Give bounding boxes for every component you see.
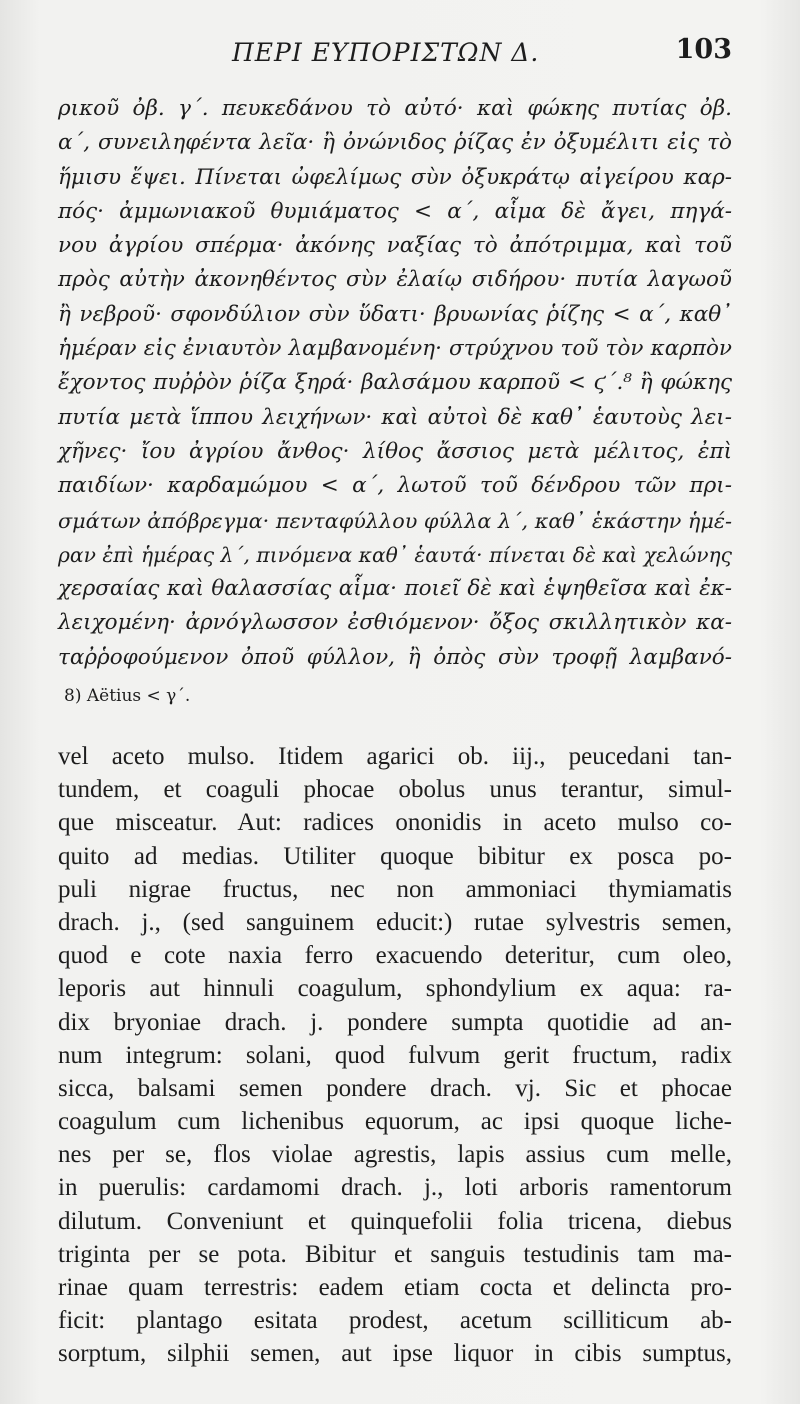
greek-line: ταῤῥοφούμενον ὀποῦ φύλλον, ἢ ὀπὸς σὺν τροφῇ λαμβανό- — [58, 644, 732, 670]
greek-line: νου ἀγρίου σπέρμα· ἀκόνης ναξίας τὸ ἀπότριμμα, καὶ τοῦ — [58, 233, 732, 259]
latin-line: leporis aut hinnuli coagulum, sphondylium ex aqua: ra- — [58, 975, 732, 1003]
greek-line: ἢ νεβροῦ· σφονδύλιον σὺν ὕδατι· βρυωνίας ῥίζης < α΄, καθ᾽ — [58, 301, 732, 327]
latin-line: dix bryoniae drach. j. pondere sumpta quotidie ad an- — [58, 1008, 732, 1036]
greek-line: σμάτων ἀπόβρεγμα· πενταφύλλου φύλλα λ΄, καθ᾽ ἑκάστην ἡμέ- — [58, 508, 732, 533]
latin-line: tundem, et coaguli phocae obolus unus terantur, simul- — [58, 776, 732, 804]
greek-line: πός· ἀμμωνιακοῦ θυμιάματος < α΄, αἷμα δὲ ἄγει, πηγά- — [58, 198, 732, 224]
latin-line: ficit: plantago esitata prodest, acetum scilliticum ab- — [58, 1307, 732, 1335]
latin-line: coagulum cum lichenibus equorum, ac ipsi quoque liche- — [58, 1108, 732, 1136]
greek-text-block — [58, 92, 732, 675]
latin-translation-block — [58, 740, 732, 1371]
page-number: 103 — [675, 34, 732, 65]
latin-line: num integrum: solani, quod fulvum gerit fructum, radix — [58, 1041, 732, 1069]
greek-line: ἔχοντος πυῤῥὸν ῥίζα ξηρά· βαλσάμου καρποῦ < ϛ΄.⁸ ἢ φώκης — [58, 370, 732, 396]
latin-line: drach. j., (sed sanguinem educit:) rutae sylvestris semen, — [58, 908, 732, 936]
greek-line: παιδίων· καρδαμώμου < α΄, λωτοῦ τοῦ δένδρου τῶν πρι- — [58, 473, 732, 499]
greek-line: α΄, συνειληφέντα λεῖα· ἢ ὀνώνιδος ῥίζας ἐν ὀξυμέλιτι εἰς τὸ — [58, 130, 732, 156]
latin-line: quito ad medias. Utiliter quoque bibitur ex posca po- — [58, 842, 732, 870]
latin-line: nes per se, flos violae agrestis, lapis assius cum melle, — [58, 1141, 732, 1169]
greek-line: ρικοῦ ὀβ. γ΄. πευκεδάνου τὸ αὐτό· καὶ φώκης πυτίας ὀβ. — [58, 96, 732, 121]
greek-line: χῆνες· ἴου ἀγρίου ἄνθος· λίθος ἄσσιος μετὰ μέλιτος, ἐπὶ — [58, 438, 732, 464]
latin-line: triginta per se pota. Bibitur et sanguis testudinis tam ma- — [58, 1240, 732, 1268]
greek-line: ἥμισυ ἕψει. Πίνεται ὠφελίμως σὺν ὀξυκράτῳ αἰγείρου καρ- — [58, 164, 732, 190]
greek-line: χερσαίας καὶ θαλασσίας αἷμα· ποιεῖ δὲ καὶ ἑψηθεῖσα καὶ ἐκ- — [58, 576, 732, 602]
greek-line: ἡμέραν εἰς ἐνιαυτὸν λαμβανομένη· στρύχνου τοῦ τὸν καρπὸν — [58, 336, 732, 362]
greek-line: πυτία μετὰ ἵππου λειχήνων· καὶ αὐτοὶ δὲ καθ᾽ ἑαυτοὺς λει- — [58, 404, 732, 430]
running-title: ΠΕΡΙ ΕΥΠΟΡΙΣΤΩΝ Δ. — [232, 38, 540, 67]
latin-line: vel aceto mulso. Itidem agarici ob. iij., peucedani tan- — [58, 743, 732, 770]
latin-line: sorptum, silphii semen, aut ipse liquor in cibis sumptus, — [58, 1340, 732, 1368]
greek-line: ραν ἐπὶ ἡμέρας λ΄, πινόμενα καθ᾽ ἑαυτά· πίνεται δὲ καὶ χελώνης — [58, 542, 732, 567]
greek-line: λειχομένη· ἀρνόγλωσσον ἐσθιόμενον· ὄξος σκιλλητικὸν κα- — [58, 610, 732, 636]
latin-line: que misceatur. Aut: radices ononidis in aceto mulso co- — [58, 809, 732, 837]
footnote: 8) Aëtius < γ΄. — [64, 686, 191, 706]
latin-line: in puerulis: cardamomi drach. j., loti arboris ramentorum — [58, 1174, 732, 1202]
page-header — [60, 34, 732, 78]
latin-line: dilutum. Conveniunt et quinquefolii folia tricena, diebus — [58, 1207, 732, 1235]
greek-line: πρὸς αὐτὴν ἀκονηθέντος σὺν ἐλαίῳ σιδήρου· πυτία λαγωοῦ — [58, 267, 732, 293]
latin-line: sicca, balsami semen pondere drach. vj. Sic et phocae — [58, 1074, 732, 1102]
latin-line: puli nigrae fructus, nec non ammoniaci thymiamatis — [58, 875, 732, 903]
latin-line: quod e cote naxia ferro exacuendo deteritur, cum oleo, — [58, 942, 732, 970]
latin-line: rinae quam terrestris: eadem etiam cocta et delincta pro- — [58, 1274, 732, 1301]
